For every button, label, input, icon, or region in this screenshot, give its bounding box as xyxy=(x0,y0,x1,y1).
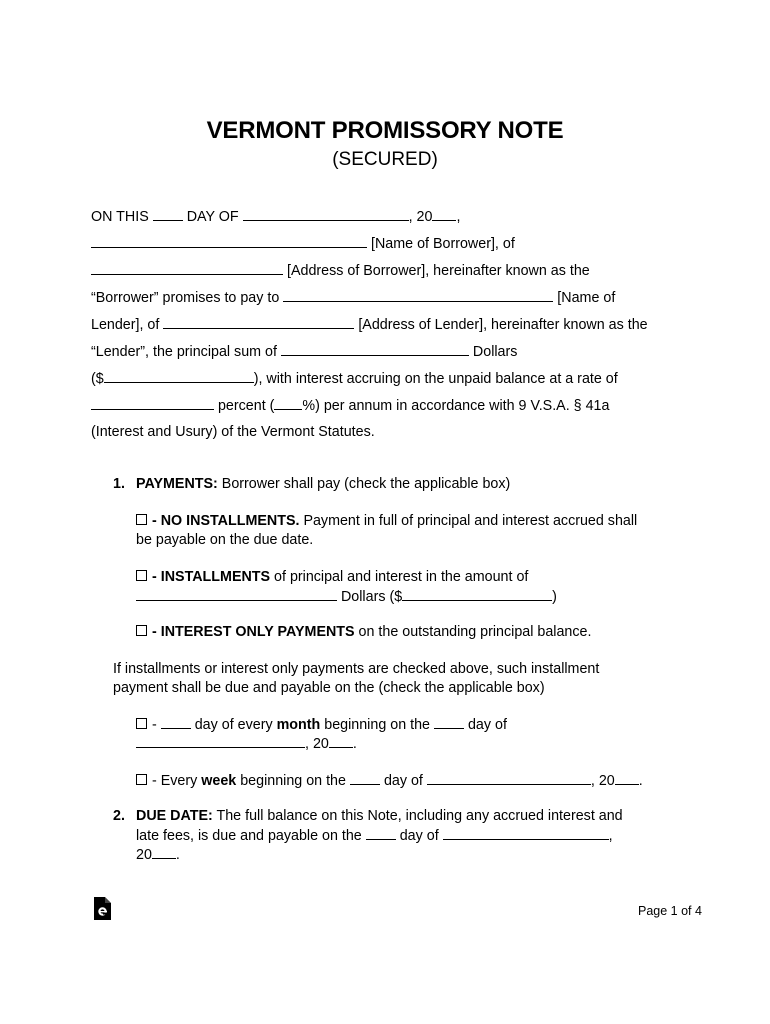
option-weekly xyxy=(136,771,643,791)
text: day of xyxy=(399,828,439,844)
text: “Borrower” promises to pay to xyxy=(91,290,280,306)
section-2-number xyxy=(113,807,125,826)
text: ($ xyxy=(91,371,104,387)
lender-address-blank[interactable] xyxy=(163,315,354,329)
intro-line-8 xyxy=(91,396,609,415)
due-month-blank[interactable] xyxy=(443,826,609,840)
text: Lender], of xyxy=(91,317,160,333)
section-number: 1. xyxy=(113,476,125,492)
principal-amount-blank[interactable] xyxy=(104,369,254,383)
lender-name-blank[interactable] xyxy=(283,288,553,302)
text: Payment in full of principal and interest accrued shall xyxy=(299,513,638,529)
text: - INSTALLMENTS xyxy=(152,569,271,585)
monthly-start-day-blank[interactable] xyxy=(434,715,464,729)
text: ) xyxy=(552,589,557,605)
text: [Address of Lender], hereinafter known as the xyxy=(358,317,648,333)
text: ON THIS xyxy=(91,209,149,225)
intro-line-1 xyxy=(91,207,460,226)
text: [Address of Borrower], hereinafter known as the xyxy=(286,263,590,279)
text: Borrower shall pay (check the applicable box) xyxy=(217,476,511,492)
section-2-heading-line xyxy=(136,807,623,826)
borrower-name-blank[interactable] xyxy=(91,234,367,248)
text: week xyxy=(201,773,237,789)
document-title: VERMONT PROMISSORY NOTE xyxy=(206,117,564,144)
schedule-paragraph-1: If installments or interest only payments are checked above, such installment xyxy=(113,661,600,677)
checkbox-weekly[interactable] xyxy=(136,774,147,785)
text: Dollars xyxy=(472,344,518,360)
section-2-line-3 xyxy=(136,845,180,865)
interest-rate-blank[interactable] xyxy=(274,396,302,410)
option-installments-cont xyxy=(136,587,557,607)
due-year-blank[interactable] xyxy=(152,845,176,859)
intro-line-2 xyxy=(91,234,515,253)
schedule-paragraph-2: payment shall be due and payable on the (check the applicable box) xyxy=(113,680,545,696)
text: day of every xyxy=(194,717,277,733)
page-number: Page 1 of 4 xyxy=(638,904,702,918)
text: ), with interest accruing on the unpaid balance at a rate of xyxy=(253,371,618,387)
text: Dollars ($ xyxy=(340,589,403,605)
section-number: 2. xyxy=(113,808,125,824)
option-no-installments xyxy=(136,512,637,531)
text: late fees, is due and payable on the xyxy=(136,828,362,844)
text: . xyxy=(638,773,643,789)
section-2-line-2 xyxy=(136,826,613,846)
due-day-blank[interactable] xyxy=(366,826,396,840)
option-monthly xyxy=(136,715,507,735)
text: [Name of xyxy=(557,290,616,306)
intro-line-4 xyxy=(91,288,615,307)
text: . xyxy=(352,736,357,752)
text: , 20 xyxy=(408,209,433,225)
intro-line-3 xyxy=(91,261,590,280)
text: , 20 xyxy=(590,773,615,789)
text: - xyxy=(152,717,157,733)
text: . xyxy=(175,847,180,863)
interest-words-blank[interactable] xyxy=(91,396,214,410)
text: - NO INSTALLMENTS. xyxy=(152,513,300,529)
text: on the outstanding principal balance. xyxy=(354,624,592,640)
text: , xyxy=(456,209,461,225)
installment-words-blank[interactable] xyxy=(136,587,337,601)
checkbox-interest-only[interactable] xyxy=(136,625,147,636)
text: beginning on the xyxy=(236,773,346,789)
text: DAY OF xyxy=(186,209,239,225)
text: , 20 xyxy=(305,736,329,752)
intro-line-6 xyxy=(91,342,517,361)
weekly-start-month-blank[interactable] xyxy=(427,771,591,785)
text: %) per annum in accordance with 9 V.S.A. § 41a xyxy=(302,398,610,414)
text: The full balance on this Note, including any accrued interest and xyxy=(212,808,623,824)
text: - INTEREST ONLY PAYMENTS xyxy=(152,624,355,640)
section-1-number xyxy=(113,475,125,494)
text: of principal and interest in the amount of xyxy=(270,569,529,585)
text: , xyxy=(608,828,613,844)
section-2-heading: DUE DATE: xyxy=(136,808,213,824)
weekly-start-year-blank[interactable] xyxy=(615,771,639,785)
text: beginning on the xyxy=(320,717,430,733)
option-installments xyxy=(136,568,528,587)
intro-line-9: (Interest and Usury) of the Vermont Statutes. xyxy=(91,424,375,440)
document-subtitle: (SECURED) xyxy=(332,149,438,170)
month-blank[interactable] xyxy=(243,207,409,221)
intro-line-5 xyxy=(91,315,648,334)
principal-words-blank[interactable] xyxy=(281,342,469,356)
weekly-start-day-blank[interactable] xyxy=(350,771,380,785)
option-monthly-cont xyxy=(136,734,357,754)
monthly-start-year-blank[interactable] xyxy=(329,734,353,748)
checkbox-no-installments[interactable] xyxy=(136,514,147,525)
text: 20 xyxy=(136,847,152,863)
text: “Lender”, the principal sum of xyxy=(91,344,277,360)
installment-amount-blank[interactable] xyxy=(402,587,552,601)
section-1-heading-line xyxy=(136,475,510,494)
year-blank[interactable] xyxy=(432,207,456,221)
borrower-address-blank[interactable] xyxy=(91,261,283,275)
text: month xyxy=(276,717,321,733)
monthly-start-month-blank[interactable] xyxy=(136,734,305,748)
monthly-day-blank[interactable] xyxy=(161,715,191,729)
option-no-installments-cont: be payable on the due date. xyxy=(136,532,314,548)
text: day of xyxy=(383,773,423,789)
section-1-heading: PAYMENTS: xyxy=(136,476,218,492)
checkbox-installments[interactable] xyxy=(136,570,147,581)
option-interest-only xyxy=(136,623,591,642)
text: percent ( xyxy=(217,398,275,414)
day-blank[interactable] xyxy=(153,207,183,221)
eforms-logo-icon xyxy=(94,897,111,920)
checkbox-monthly[interactable] xyxy=(136,718,147,729)
intro-line-7 xyxy=(91,369,618,388)
text: - Every xyxy=(152,773,202,789)
text: [Name of Borrower], of xyxy=(370,236,515,252)
text: day of xyxy=(467,717,507,733)
